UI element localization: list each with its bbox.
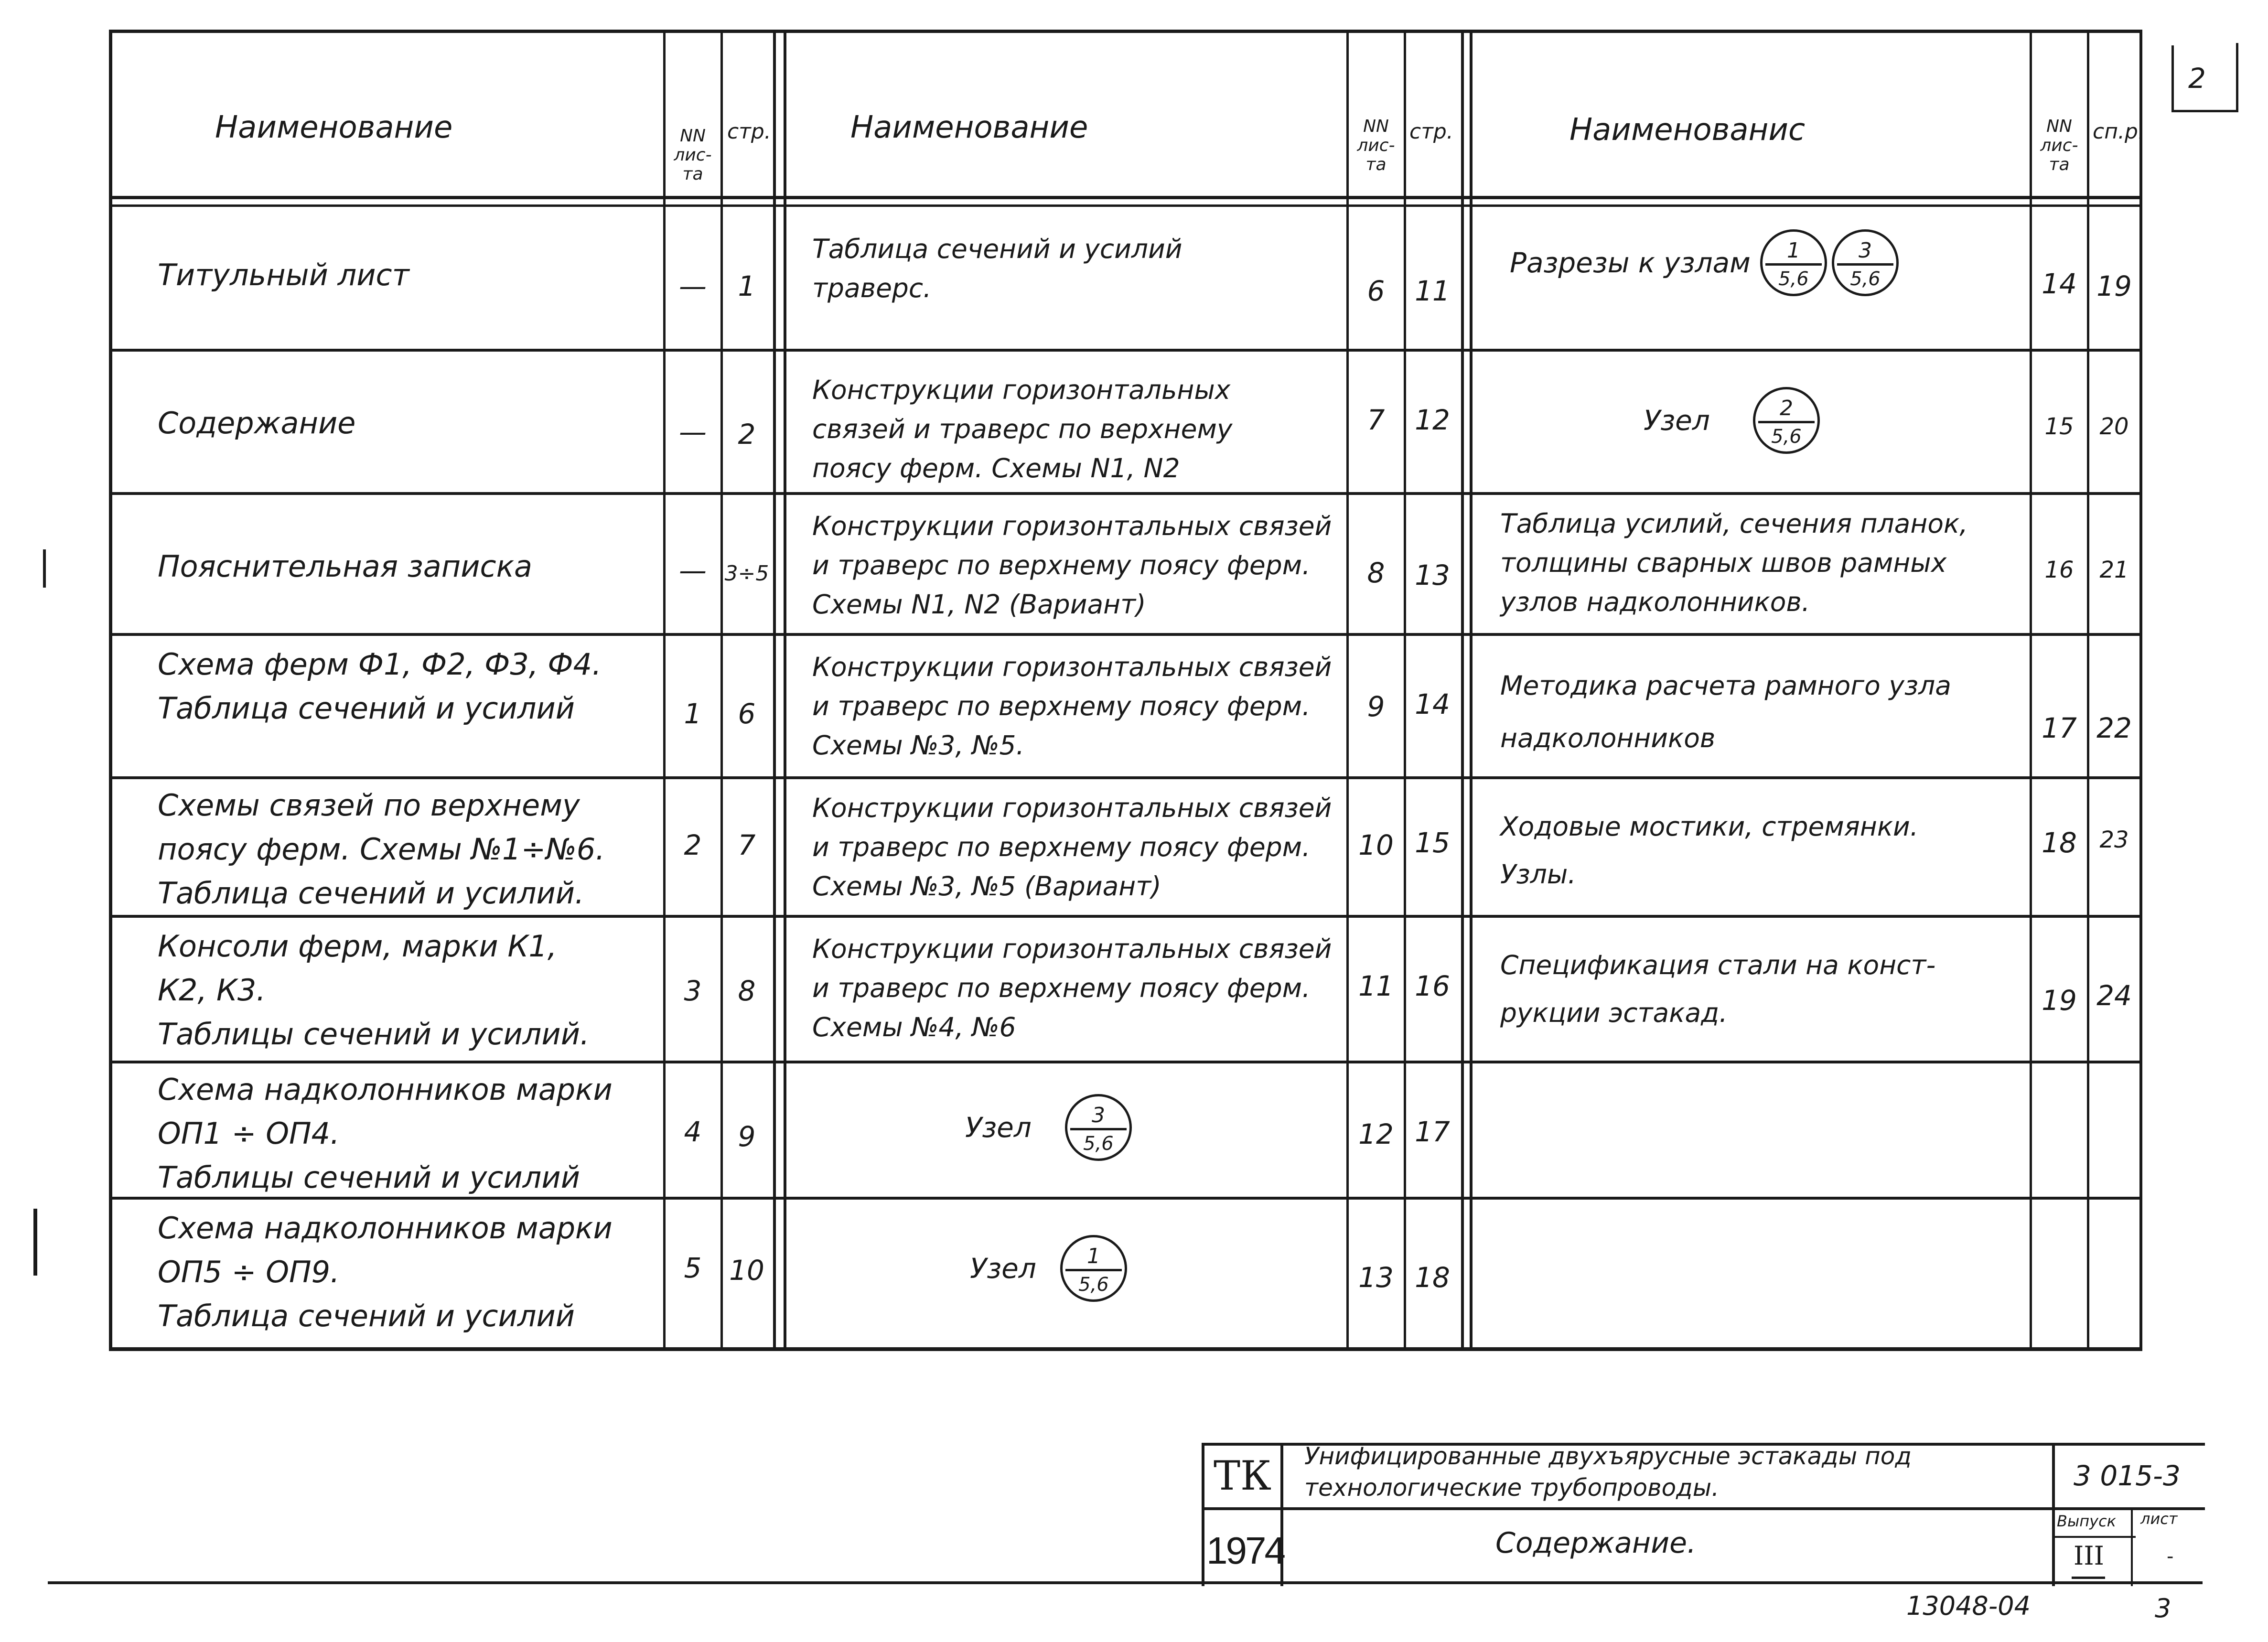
list-item-name: Таблица усилий, сечения планок, толщины сварных швов рамных узлов надколонников.: [1500, 508, 1968, 617]
vypusk-label: Выпуск: [2057, 1512, 2116, 1530]
document-code: 3 015-3: [2074, 1460, 2181, 1492]
node-sheets: 5,6: [1083, 1133, 1114, 1155]
list-item-sheet: 17: [2042, 712, 2077, 744]
list-item-name: Конструкции горизонтальных связей и траверс по верхнему поясу ферм. Схемы №3, №5 (Вариант): [812, 793, 1332, 901]
node-sheets: 5,6: [1771, 426, 1802, 448]
node-number: 3: [1091, 1103, 1105, 1127]
list-item-sheet: 10: [1358, 829, 1394, 861]
node-sheets: 5,6: [1078, 1274, 1109, 1296]
list-item-name: Методика расчета рамного узла надколонников: [1500, 670, 1951, 753]
node-number: 3: [1858, 238, 1872, 263]
list-item-sheet: —: [679, 270, 707, 302]
list-item-name: Схема надколонников марки ОП1 ÷ ОП4. Таблицы сечений и усилий: [158, 1072, 613, 1195]
list-item-name: Содержание: [158, 406, 356, 440]
header-nn-col2: NN лис- та: [1357, 117, 1395, 174]
list-item-sheet: 13: [1358, 1261, 1394, 1294]
list-item-page: 20: [2099, 413, 2129, 440]
node-sheets: 5,6: [1850, 268, 1881, 290]
list-item-sheet: 3: [684, 975, 702, 1007]
list-item-page: 10: [729, 1254, 764, 1287]
list-item-name: Конструкции горизонтальных связей и траверс по верхнему поясу ферм. Схемы N1, N2 (Вариант): [812, 511, 1332, 620]
header-name-col2: Наименование: [850, 110, 1088, 145]
list-item-page: 15: [1415, 826, 1450, 859]
list-item-page: 1: [738, 270, 756, 302]
sheet-corner-number: 2: [2188, 62, 2206, 95]
list-item-sheet: —: [679, 554, 707, 587]
project-title: Унифицированные двухъярусные эстакады под технологические трубопроводы.: [1304, 1442, 1912, 1502]
organization-code: ТК: [1214, 1452, 1272, 1499]
list-item-name: Таблица сечений и усилий траверс.: [812, 234, 1182, 303]
list-item-name: Конструкции горизонтальных связей и траверс по верхнему поясу ферм. Схемы №4, №6: [812, 934, 1332, 1042]
list-item-page: 6: [738, 698, 756, 730]
list-item-name: Схема ферм Ф1, Ф2, Ф3, Ф4. Таблица сечений и усилий: [158, 647, 602, 726]
list-item-sheet: 11: [1358, 970, 1394, 1002]
node-label: Разрезы к узлам: [1510, 247, 1751, 279]
list-item-page: 9: [738, 1120, 756, 1153]
node-callout-circle: [1060, 1235, 1127, 1302]
list-item-name: Ходовые мостики, стремянки. Узлы.: [1500, 811, 1919, 890]
list-item-page: 7: [738, 829, 756, 861]
vypusk-number: III: [2074, 1541, 2104, 1571]
page-number: 3: [2155, 1593, 2171, 1623]
node-callout-circle: [1832, 229, 1899, 296]
header-str-col1: стр.: [727, 119, 771, 144]
list-label: лист: [2140, 1510, 2178, 1528]
list-item-sheet: 8: [1367, 557, 1385, 589]
list-item-page: 18: [1415, 1261, 1450, 1294]
node-number: 1: [1786, 238, 1800, 263]
node-callout-circle: [1065, 1094, 1132, 1161]
header-str-col3: сп.р.: [2093, 119, 2145, 144]
list-item-sheet: 15: [2044, 413, 2074, 440]
node-reference: [1510, 229, 1899, 296]
list-item-page: 23: [2099, 826, 2129, 853]
list-item-sheet: 12: [1358, 1118, 1394, 1150]
list-item-sheet: 5: [684, 1252, 702, 1284]
header-name-col1: Наименование: [215, 110, 453, 145]
list-item-name: Титульный лист: [158, 258, 409, 292]
list-item-sheet: 19: [2042, 984, 2077, 1017]
list-item-name: Схема надколонников марки ОП5 ÷ ОП9. Таблица сечений и усилий: [158, 1211, 613, 1333]
list-item-page: 12: [1415, 404, 1450, 436]
node-callout-circle: [1760, 229, 1827, 296]
list-item-sheet: 6: [1367, 275, 1385, 307]
header-name-col3: Наименованис: [1569, 112, 1806, 148]
list-item-page: 16: [1415, 970, 1450, 1002]
list-item-page: 24: [2096, 979, 2132, 1012]
list-item-page: 11: [1415, 275, 1450, 307]
header-nn-col1: NN лис- та: [674, 126, 712, 184]
list-item-sheet: 16: [2044, 557, 2074, 583]
list-item-sheet: 7: [1367, 404, 1385, 436]
list-item-page: 3÷5: [724, 561, 769, 586]
node-reference: [1644, 387, 1820, 454]
list-item-sheet: 1: [684, 698, 702, 730]
document-title: Содержание.: [1495, 1526, 1697, 1560]
list-item-sheet: 14: [2042, 268, 2077, 300]
list-item-name: Консоли ферм, марки К1, К2, К3. Таблицы сечений и усилий.: [158, 929, 590, 1052]
node-sheets: 5,6: [1778, 268, 1809, 290]
list-item-sheet: 9: [1367, 690, 1385, 723]
inventory-number: 13048-04: [1906, 1591, 2031, 1621]
node-label: Узел: [970, 1252, 1036, 1285]
list-item-name: Схемы связей по верхнему поясу ферм. Схемы №1÷№6. Таблица сечений и усилий.: [158, 788, 605, 911]
list-item-page: 8: [738, 975, 756, 1007]
list-item-page: 2: [738, 418, 756, 451]
node-number: 2: [1779, 396, 1793, 420]
list-item-page: 21: [2099, 557, 2129, 583]
node-callout-circle: [1753, 387, 1820, 454]
list-item-name: Конструкции горизонтальных связей и траверс по верхнему поясу ферм. Схемы №3, №5.: [812, 652, 1332, 761]
node-reference: [970, 1235, 1127, 1302]
node-number: 1: [1086, 1244, 1100, 1268]
list-item-sheet: 18: [2042, 826, 2077, 859]
list-item-sheet: —: [679, 416, 707, 448]
node-label: Узел: [965, 1111, 1032, 1144]
list-item-page: 13: [1415, 559, 1450, 591]
list-item-sheet: 4: [684, 1116, 702, 1148]
node-label: Узел: [1644, 404, 1710, 437]
list-item-page: 19: [2096, 270, 2132, 302]
year: 1974: [1206, 1529, 1284, 1572]
list-item-sheet: 2: [684, 829, 702, 861]
header-str-col2: стр.: [1409, 119, 1453, 144]
list-item-page: 17: [1415, 1116, 1450, 1148]
list-item-name: Спецификация стали на конст- рукции эстакад.: [1500, 950, 1936, 1028]
header-nn-col3: NN лис- та: [2040, 117, 2078, 174]
list-item-name: Конструкции горизонтальных связей и траверс по верхнему поясу ферм. Схемы N1, N2: [812, 375, 1233, 483]
list-number: -: [2167, 1545, 2174, 1567]
list-item-page: 14: [1415, 688, 1450, 720]
node-reference: [965, 1094, 1132, 1161]
list-item-name: Пояснительная записка: [158, 549, 533, 584]
list-item-page: 22: [2096, 712, 2132, 744]
